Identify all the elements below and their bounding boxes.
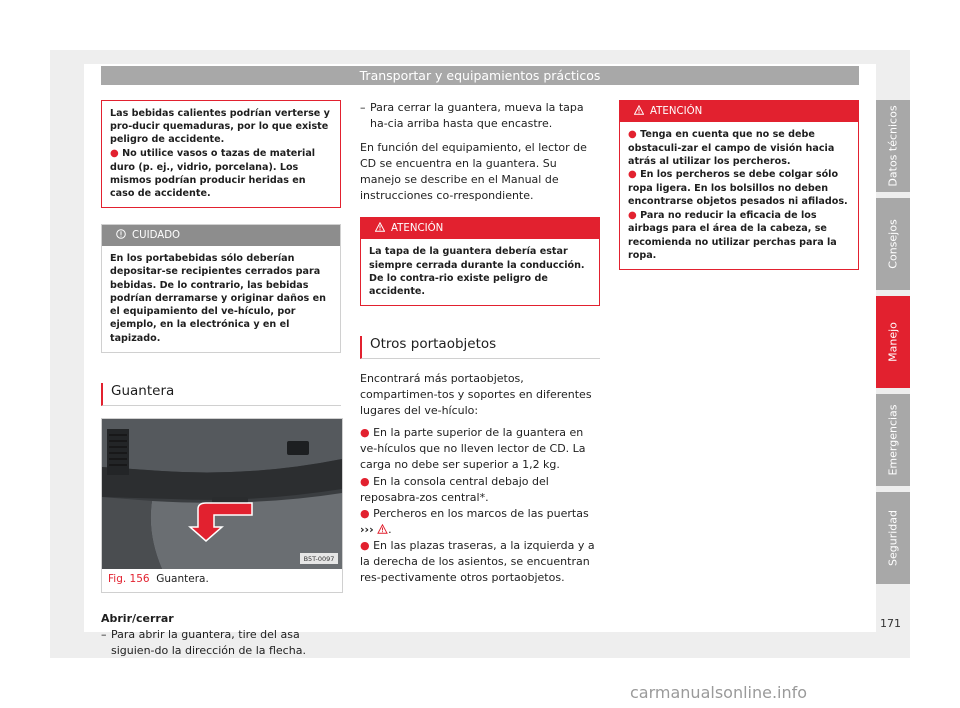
- tab-manejo[interactable]: Manejo: [876, 296, 910, 388]
- bullet-icon: ●: [360, 426, 370, 440]
- warning-text: Las bebidas calientes podrían verterse y pro-ducir quemaduras, por lo que existe peligro de accidente.: [110, 108, 330, 146]
- warning-header: [620, 101, 858, 122]
- warning-bullet: Tenga en cuenta que no se debe obstaculi-zar el campo de visión hacia atrás al utilizar los percheros.: [628, 129, 835, 168]
- tab-consejos[interactable]: Consejos: [876, 198, 910, 290]
- list-item: En las plazas traseras, a la izquierda y a la derecha de los asientos, se encuentran res-pectivamente otros portaobjetos.: [360, 538, 595, 584]
- bullet-icon: ●: [628, 169, 637, 181]
- warning-triangle-icon: [634, 105, 644, 115]
- glovebox-illustration: [102, 419, 342, 569]
- list-item: En la parte superior de la guantera en ve-hículos que no lleven lector de CD. La carga no debe ser superior a 1,2 kg.: [360, 426, 586, 472]
- tab-seguridad[interactable]: Seguridad: [876, 492, 910, 584]
- list-item: Percheros en los marcos de las puertas: [373, 506, 589, 520]
- page-header: Transportar y equipamientos prácticos: [101, 66, 859, 85]
- column-1: [101, 100, 341, 659]
- caution-header: [102, 225, 340, 246]
- dash-marker: –: [360, 101, 366, 114]
- intro-paragraph: Encontrará más portaobjetos, compartimen-tos y soportes en diferentes lugares del ve-hículo:: [360, 372, 592, 418]
- bullet-icon: ●: [360, 474, 370, 488]
- column-3: [619, 100, 859, 270]
- subheading-abrir-cerrar: Abrir/cerrar: [101, 611, 174, 625]
- page-number: 171: [880, 617, 901, 630]
- tab-datos-tecnicos[interactable]: Datos técnicos: [876, 100, 910, 192]
- warning-text: La tapa de la guantera debería estar siempre cerrada durante la conducción. De lo contra-rio existe peligro de accidente.: [369, 246, 585, 297]
- bullet-icon: ●: [110, 147, 119, 159]
- bullet-icon: ●: [628, 129, 637, 140]
- warning-header: [361, 218, 599, 239]
- coat-hooks-warning-box: [619, 100, 859, 270]
- step-open: Para abrir la guantera, tire del asa siguien-do la dirección de la flecha.: [111, 627, 306, 657]
- continue-arrows-icon[interactable]: ›››: [360, 522, 374, 536]
- column-2: [360, 100, 600, 586]
- bullet-icon: ●: [628, 209, 637, 221]
- hot-drinks-warning-box: [101, 100, 341, 208]
- caution-box: [101, 224, 341, 353]
- figure-glovebox: [101, 418, 343, 593]
- warning-bullet: En los percheros se debe colgar sólo ropa ligera. En los bolsillos no deben encontrarse objetos pesados ni afilados.: [628, 169, 848, 208]
- figure-caption-text: Guantera.: [156, 572, 209, 585]
- tab-emergencias[interactable]: Emergencias: [876, 394, 910, 486]
- figure-caption: [102, 569, 342, 585]
- section-title-guantera: Guantera: [101, 383, 341, 406]
- bullet-icon: ●: [360, 506, 370, 520]
- warning-bullet: Para no reducir la eficacia de los airbags para el área de la cabeza, se recomienda no utilizar perchas para la ropa.: [628, 209, 837, 261]
- cd-player-paragraph: En función del equipamiento, el lector de CD se encuentra en la guantera. Su manejo se describe en el Manual de instrucciones co-rrespondiente.: [360, 141, 587, 203]
- info-circle-icon: [116, 229, 126, 239]
- warning-bullet: No utilice vasos o tazas de material duro (p. ej., vidrio, porcelana). Los mismos podrían producir heridas en caso de accidente.: [110, 147, 316, 199]
- warning-triangle-icon: [375, 222, 385, 232]
- warning-triangle-icon: [377, 524, 388, 534]
- bullet-suffix: .: [388, 522, 392, 536]
- dash-marker: –: [101, 627, 107, 641]
- section-title-otros-portaobjetos: Otros portaobjetos: [360, 336, 600, 359]
- figure-code: B5T-0097: [303, 554, 335, 563]
- step-close: Para cerrar la guantera, mueva la tapa ha-cia arriba hasta que encastre.: [370, 101, 584, 131]
- caution-text: En los portabebidas sólo deberían depositar-se recipientes cerrados para bebidas. De lo contrario, las bebidas podrían derramarse y originar daños en el equipamiento del ve-hículo, por ejemplo, en la electrónica y en el tapizado.: [110, 253, 326, 344]
- warning-title: ATENCIÓN: [391, 223, 444, 235]
- caution-title: CUIDADO: [132, 230, 181, 242]
- warning-title: ATENCIÓN: [650, 106, 703, 117]
- bullet-icon: ●: [360, 538, 370, 552]
- figure-label: Fig. 156: [108, 572, 150, 585]
- glovebox-warning-box: [360, 217, 600, 306]
- list-item: En la consola central debajo del reposabra-zos central*.: [360, 474, 549, 504]
- watermark: carmanualsonline.info: [630, 683, 808, 702]
